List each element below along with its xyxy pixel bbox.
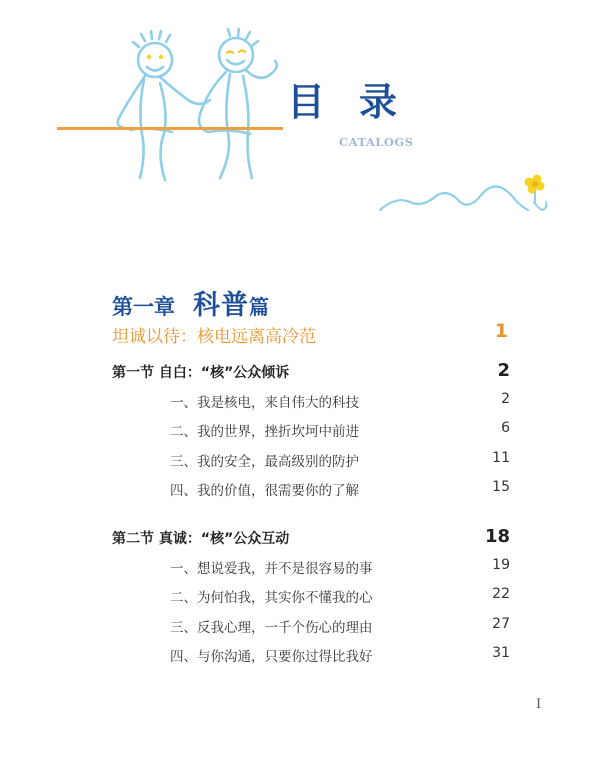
toc-page-number: 22 xyxy=(492,586,510,602)
toc-page-number: 2 xyxy=(501,391,510,407)
section-page-number: 2 xyxy=(497,360,510,381)
toc-item: 三、我的安全，最高级别的防护 xyxy=(170,454,359,470)
section-page-number: 18 xyxy=(484,526,510,547)
toc-page-number: 11 xyxy=(492,450,510,466)
toc-item: 一、想说爱我，并不是很容易的事 xyxy=(170,561,373,577)
hills-line-icon xyxy=(380,186,528,210)
hills-decoration xyxy=(378,172,553,217)
chapter-page-number: 1 xyxy=(494,320,508,342)
chapter-suffix: 篇 xyxy=(249,295,269,319)
chapter-subtitle: 坦诚以待：核电远离高冷范 xyxy=(112,327,316,347)
toc-item: 二、为何怕我，其实你不懂我的心 xyxy=(170,590,373,606)
section-title: 第一节 自白：“核”公众倾诉 xyxy=(112,365,290,381)
toc-item: 三、反我心理，一千个伤心的理由 xyxy=(170,620,373,636)
flower-icon xyxy=(525,175,547,211)
smiling-figures-illustration xyxy=(100,28,285,188)
toc-page-number: 31 xyxy=(492,645,510,661)
page-subtitle-en: CATALOGS xyxy=(339,135,414,149)
page-title: 目录 xyxy=(287,80,432,124)
page-number: I xyxy=(536,697,542,712)
chapter-name: 科普 xyxy=(193,290,249,321)
toc-page-number: 15 xyxy=(492,479,510,495)
chapter-number: 第一章 xyxy=(112,295,175,319)
toc-item: 二、我的世界，挫折坎坷中前进 xyxy=(170,424,359,440)
toc-item: 一、我是核电，来自伟大的科技 xyxy=(170,395,359,411)
toc-page-number: 19 xyxy=(492,557,510,573)
section-title: 第二节 真诚：“核”公众互动 xyxy=(112,531,290,547)
toc-page-number: 6 xyxy=(501,420,510,436)
chapter-heading xyxy=(112,283,269,322)
orange-rule xyxy=(57,127,283,130)
toc-item: 四、我的价值，很需要你的了解 xyxy=(170,483,359,499)
toc-item: 四、与你沟通，只要你过得比我好 xyxy=(170,649,373,665)
toc-page-number: 27 xyxy=(492,616,510,632)
